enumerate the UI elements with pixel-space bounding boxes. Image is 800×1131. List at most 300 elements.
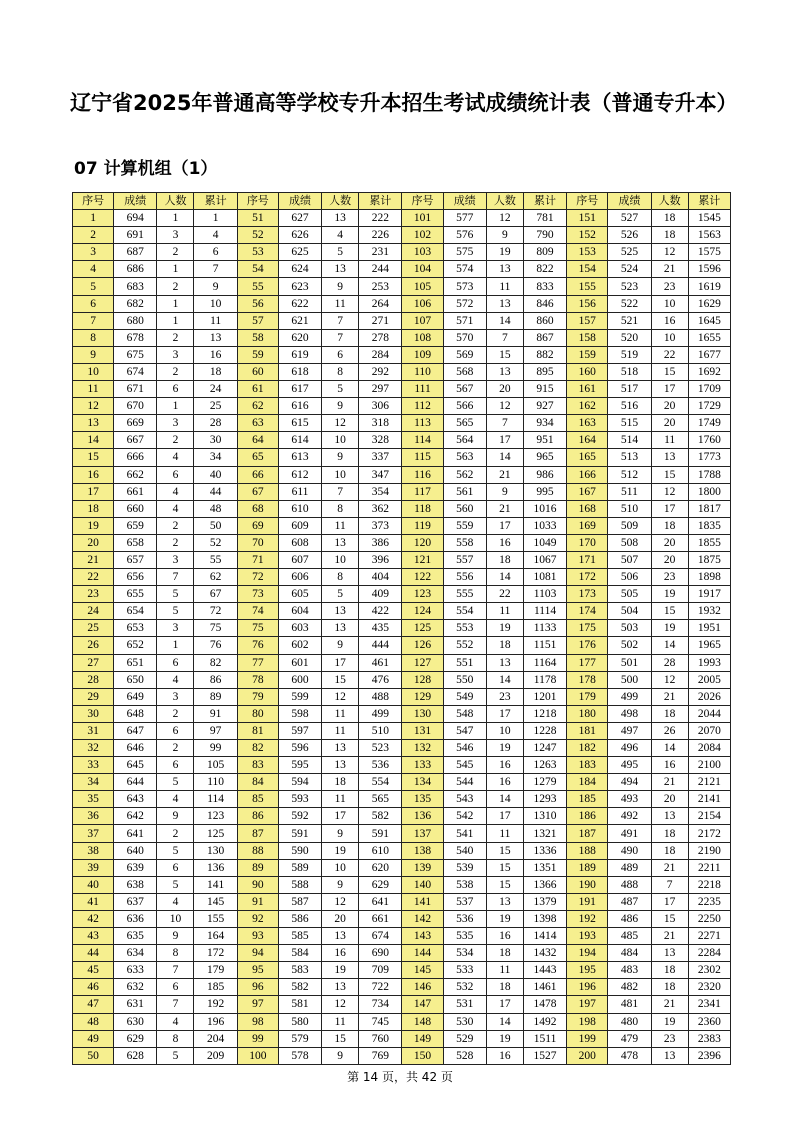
count-cell: 19	[486, 910, 523, 927]
cumulative-cell: 2141	[688, 791, 730, 808]
score-cell: 591	[278, 825, 321, 842]
score-cell: 548	[443, 705, 486, 722]
rank-cell: 111	[402, 381, 443, 398]
rank-cell: 187	[567, 825, 608, 842]
rank-cell: 41	[73, 893, 114, 910]
score-cell: 511	[608, 483, 651, 500]
table-row	[73, 808, 731, 825]
score-cell: 569	[443, 346, 486, 363]
cumulative-cell: 790	[523, 227, 566, 244]
score-cell: 614	[278, 432, 321, 449]
score-cell: 607	[278, 551, 321, 568]
count-cell: 1	[157, 398, 194, 415]
count-cell: 7	[322, 312, 359, 329]
score-cell: 670	[114, 398, 157, 415]
count-cell: 16	[486, 534, 523, 551]
cumulative-cell: 1835	[688, 517, 730, 534]
cumulative-cell: 2271	[688, 928, 730, 945]
cumulative-cell: 28	[194, 415, 237, 432]
count-cell: 10	[157, 910, 194, 927]
column-header: 人数	[651, 193, 688, 210]
table-row	[73, 893, 731, 910]
count-cell: 13	[651, 449, 688, 466]
score-cell: 506	[608, 569, 651, 586]
cumulative-cell: 337	[359, 449, 402, 466]
count-cell: 2	[157, 363, 194, 380]
cumulative-cell: 995	[523, 483, 566, 500]
table-row	[73, 483, 731, 500]
count-cell: 12	[486, 398, 523, 415]
cumulative-cell: 1321	[523, 825, 566, 842]
count-cell: 7	[486, 329, 523, 346]
count-cell: 2	[157, 534, 194, 551]
cumulative-cell: 476	[359, 671, 402, 688]
rank-cell: 66	[237, 466, 278, 483]
cumulative-cell: 264	[359, 295, 402, 312]
count-cell: 14	[486, 671, 523, 688]
score-cell: 658	[114, 534, 157, 551]
cumulative-cell: 809	[523, 244, 566, 261]
rank-cell: 110	[402, 363, 443, 380]
rank-cell: 26	[73, 637, 114, 654]
rank-cell: 69	[237, 517, 278, 534]
cumulative-cell: 1511	[523, 1030, 566, 1047]
count-cell: 4	[322, 227, 359, 244]
count-cell: 10	[322, 466, 359, 483]
rank-cell: 195	[567, 962, 608, 979]
count-cell: 13	[322, 740, 359, 757]
count-cell: 10	[651, 295, 688, 312]
cumulative-cell: 722	[359, 979, 402, 996]
score-cell: 671	[114, 381, 157, 398]
rank-cell: 20	[73, 534, 114, 551]
cumulative-cell: 1081	[523, 569, 566, 586]
cumulative-cell: 271	[359, 312, 402, 329]
cumulative-cell: 2360	[688, 1013, 730, 1030]
count-cell: 9	[322, 825, 359, 842]
cumulative-cell: 510	[359, 722, 402, 739]
score-cell: 522	[608, 295, 651, 312]
score-cell: 620	[278, 329, 321, 346]
table-row	[73, 825, 731, 842]
column-header: 人数	[486, 193, 523, 210]
cumulative-cell: 1749	[688, 415, 730, 432]
cumulative-cell: 2121	[688, 774, 730, 791]
count-cell: 2	[157, 740, 194, 757]
table-row	[73, 346, 731, 363]
score-cell: 551	[443, 654, 486, 671]
rank-cell: 82	[237, 740, 278, 757]
count-cell: 20	[651, 415, 688, 432]
count-cell: 13	[322, 757, 359, 774]
cumulative-cell: 362	[359, 500, 402, 517]
count-cell: 9	[486, 227, 523, 244]
score-cell: 612	[278, 466, 321, 483]
score-cell: 633	[114, 962, 157, 979]
cumulative-cell: 1596	[688, 261, 730, 278]
rank-cell: 77	[237, 654, 278, 671]
count-cell: 7	[322, 483, 359, 500]
cumulative-cell: 1993	[688, 654, 730, 671]
score-cell: 655	[114, 586, 157, 603]
score-cell: 486	[608, 910, 651, 927]
rank-cell: 74	[237, 603, 278, 620]
count-cell: 17	[486, 517, 523, 534]
cumulative-cell: 1729	[688, 398, 730, 415]
cumulative-cell: 1133	[523, 620, 566, 637]
score-cell: 625	[278, 244, 321, 261]
table-row	[73, 928, 731, 945]
count-cell: 10	[322, 859, 359, 876]
rank-cell: 93	[237, 928, 278, 945]
rank-cell: 21	[73, 551, 114, 568]
score-cell: 619	[278, 346, 321, 363]
count-cell: 12	[486, 210, 523, 227]
count-cell: 11	[486, 603, 523, 620]
cumulative-cell: 82	[194, 654, 237, 671]
count-cell: 10	[322, 551, 359, 568]
count-cell: 19	[651, 586, 688, 603]
score-cell: 577	[443, 210, 486, 227]
score-cell: 635	[114, 928, 157, 945]
score-cell: 491	[608, 825, 651, 842]
table-row	[73, 466, 731, 483]
cumulative-cell: 2211	[688, 859, 730, 876]
rank-cell: 78	[237, 671, 278, 688]
rank-cell: 146	[402, 979, 443, 996]
score-cell: 588	[278, 876, 321, 893]
cumulative-cell: 461	[359, 654, 402, 671]
column-header: 累计	[194, 193, 237, 210]
count-cell: 9	[322, 1047, 359, 1064]
cumulative-cell: 951	[523, 432, 566, 449]
score-cell: 534	[443, 945, 486, 962]
count-cell: 18	[651, 979, 688, 996]
count-cell: 3	[157, 415, 194, 432]
count-cell: 4	[157, 893, 194, 910]
table-row	[73, 312, 731, 329]
rank-cell: 76	[237, 637, 278, 654]
rank-cell: 141	[402, 893, 443, 910]
score-cell: 526	[608, 227, 651, 244]
score-cell: 651	[114, 654, 157, 671]
cumulative-cell: 2190	[688, 842, 730, 859]
cumulative-cell: 34	[194, 449, 237, 466]
count-cell: 16	[486, 757, 523, 774]
rank-cell: 4	[73, 261, 114, 278]
cumulative-cell: 297	[359, 381, 402, 398]
count-cell: 15	[651, 603, 688, 620]
count-cell: 9	[157, 928, 194, 945]
cumulative-cell: 2284	[688, 945, 730, 962]
rank-cell: 72	[237, 569, 278, 586]
score-cell: 478	[608, 1047, 651, 1064]
score-cell: 509	[608, 517, 651, 534]
rank-cell: 125	[402, 620, 443, 637]
cumulative-cell: 769	[359, 1047, 402, 1064]
cumulative-cell: 2100	[688, 757, 730, 774]
score-cell: 565	[443, 415, 486, 432]
rank-cell: 168	[567, 500, 608, 517]
table-row	[73, 637, 731, 654]
count-cell: 11	[651, 432, 688, 449]
cumulative-cell: 75	[194, 620, 237, 637]
count-cell: 17	[322, 808, 359, 825]
score-cell: 603	[278, 620, 321, 637]
count-cell: 17	[651, 893, 688, 910]
count-cell: 13	[322, 979, 359, 996]
table-row	[73, 586, 731, 603]
score-cell: 610	[278, 500, 321, 517]
cumulative-cell: 1443	[523, 962, 566, 979]
cumulative-cell: 1563	[688, 227, 730, 244]
score-cell: 660	[114, 500, 157, 517]
rank-cell: 29	[73, 688, 114, 705]
score-cell: 479	[608, 1030, 651, 1047]
count-cell: 6	[157, 722, 194, 739]
score-cell: 498	[608, 705, 651, 722]
rank-cell: 160	[567, 363, 608, 380]
score-cell: 535	[443, 928, 486, 945]
count-cell: 19	[486, 620, 523, 637]
score-cell: 656	[114, 569, 157, 586]
rank-cell: 131	[402, 722, 443, 739]
score-cell: 494	[608, 774, 651, 791]
score-cell: 564	[443, 432, 486, 449]
count-cell: 10	[486, 722, 523, 739]
rank-cell: 8	[73, 329, 114, 346]
score-cell: 501	[608, 654, 651, 671]
count-cell: 16	[651, 757, 688, 774]
count-cell: 5	[322, 244, 359, 261]
count-cell: 7	[322, 329, 359, 346]
score-cell: 521	[608, 312, 651, 329]
cumulative-cell: 222	[359, 210, 402, 227]
rank-cell: 1	[73, 210, 114, 227]
cumulative-cell: 422	[359, 603, 402, 620]
count-cell: 13	[322, 210, 359, 227]
count-cell: 19	[486, 740, 523, 757]
rank-cell: 135	[402, 791, 443, 808]
cumulative-cell: 1049	[523, 534, 566, 551]
count-cell: 9	[322, 398, 359, 415]
score-cell: 555	[443, 586, 486, 603]
cumulative-cell: 1788	[688, 466, 730, 483]
table-row	[73, 517, 731, 534]
cumulative-cell: 1	[194, 210, 237, 227]
count-cell: 3	[157, 620, 194, 637]
rank-cell: 134	[402, 774, 443, 791]
rank-cell: 83	[237, 757, 278, 774]
rank-cell: 136	[402, 808, 443, 825]
score-cell: 584	[278, 945, 321, 962]
count-cell: 15	[486, 346, 523, 363]
score-cell: 615	[278, 415, 321, 432]
cumulative-cell: 1760	[688, 432, 730, 449]
cumulative-cell: 610	[359, 842, 402, 859]
score-cell: 630	[114, 1013, 157, 1030]
cumulative-cell: 396	[359, 551, 402, 568]
table-row	[73, 1030, 731, 1047]
score-cell: 573	[443, 278, 486, 295]
count-cell: 3	[157, 346, 194, 363]
score-cell: 571	[443, 312, 486, 329]
rank-cell: 109	[402, 346, 443, 363]
score-cell: 639	[114, 859, 157, 876]
cumulative-cell: 709	[359, 962, 402, 979]
score-cell: 586	[278, 910, 321, 927]
count-cell: 15	[651, 466, 688, 483]
count-cell: 19	[651, 620, 688, 637]
count-cell: 6	[322, 346, 359, 363]
score-cell: 609	[278, 517, 321, 534]
rank-cell: 44	[73, 945, 114, 962]
count-cell: 23	[651, 278, 688, 295]
score-cell: 641	[114, 825, 157, 842]
cumulative-cell: 67	[194, 586, 237, 603]
cumulative-cell: 1414	[523, 928, 566, 945]
rank-cell: 183	[567, 757, 608, 774]
table-row	[73, 962, 731, 979]
score-cell: 575	[443, 244, 486, 261]
cumulative-cell: 4	[194, 227, 237, 244]
rank-cell: 186	[567, 808, 608, 825]
cumulative-cell: 1279	[523, 774, 566, 791]
rank-cell: 151	[567, 210, 608, 227]
cumulative-cell: 2235	[688, 893, 730, 910]
count-cell: 12	[322, 893, 359, 910]
rank-cell: 163	[567, 415, 608, 432]
count-cell: 6	[157, 859, 194, 876]
table-row	[73, 449, 731, 466]
cumulative-cell: 105	[194, 757, 237, 774]
rank-cell: 140	[402, 876, 443, 893]
rank-cell: 178	[567, 671, 608, 688]
rank-cell: 117	[402, 483, 443, 500]
count-cell: 16	[651, 312, 688, 329]
score-cell: 545	[443, 757, 486, 774]
rank-cell: 73	[237, 586, 278, 603]
count-cell: 7	[651, 876, 688, 893]
rank-cell: 137	[402, 825, 443, 842]
cumulative-cell: 2044	[688, 705, 730, 722]
count-cell: 1	[157, 295, 194, 312]
table-row	[73, 859, 731, 876]
cumulative-cell: 860	[523, 312, 566, 329]
cumulative-cell: 10	[194, 295, 237, 312]
cumulative-cell: 9	[194, 278, 237, 295]
rank-cell: 161	[567, 381, 608, 398]
cumulative-cell: 2154	[688, 808, 730, 825]
cumulative-cell: 226	[359, 227, 402, 244]
count-cell: 18	[651, 227, 688, 244]
table-row	[73, 551, 731, 568]
rank-cell: 7	[73, 312, 114, 329]
table-row	[73, 774, 731, 791]
score-cell: 485	[608, 928, 651, 945]
score-cell: 594	[278, 774, 321, 791]
score-cell: 640	[114, 842, 157, 859]
cumulative-cell: 97	[194, 722, 237, 739]
cumulative-cell: 204	[194, 1030, 237, 1047]
score-cell: 601	[278, 654, 321, 671]
score-cell: 487	[608, 893, 651, 910]
cumulative-cell: 1932	[688, 603, 730, 620]
cumulative-cell: 76	[194, 637, 237, 654]
score-cell: 489	[608, 859, 651, 876]
count-cell: 5	[157, 586, 194, 603]
rank-cell: 88	[237, 842, 278, 859]
count-cell: 13	[651, 945, 688, 962]
score-cell: 531	[443, 996, 486, 1013]
cumulative-cell: 1692	[688, 363, 730, 380]
rank-cell: 107	[402, 312, 443, 329]
count-cell: 13	[486, 893, 523, 910]
rank-cell: 50	[73, 1047, 114, 1064]
rank-cell: 90	[237, 876, 278, 893]
rank-cell: 14	[73, 432, 114, 449]
rank-cell: 75	[237, 620, 278, 637]
score-cell: 579	[278, 1030, 321, 1047]
score-cell: 554	[443, 603, 486, 620]
score-cell: 624	[278, 261, 321, 278]
cumulative-cell: 7	[194, 261, 237, 278]
rank-cell: 102	[402, 227, 443, 244]
rank-cell: 189	[567, 859, 608, 876]
count-cell: 13	[322, 261, 359, 278]
count-cell: 15	[322, 1030, 359, 1047]
count-cell: 23	[651, 1030, 688, 1047]
count-cell: 12	[322, 688, 359, 705]
count-cell: 13	[651, 1047, 688, 1064]
rank-cell: 155	[567, 278, 608, 295]
rank-cell: 113	[402, 415, 443, 432]
rank-cell: 3	[73, 244, 114, 261]
column-header: 成绩	[443, 193, 486, 210]
cumulative-cell: 629	[359, 876, 402, 893]
cumulative-cell: 185	[194, 979, 237, 996]
rank-cell: 18	[73, 500, 114, 517]
score-cell: 562	[443, 466, 486, 483]
rank-cell: 194	[567, 945, 608, 962]
score-cell: 533	[443, 962, 486, 979]
table-row	[73, 432, 731, 449]
rank-cell: 147	[402, 996, 443, 1013]
count-cell: 4	[157, 483, 194, 500]
cumulative-cell: 986	[523, 466, 566, 483]
count-cell: 4	[157, 449, 194, 466]
score-cell: 502	[608, 637, 651, 654]
count-cell: 5	[157, 1047, 194, 1064]
cumulative-cell: 1379	[523, 893, 566, 910]
cumulative-cell: 1655	[688, 329, 730, 346]
score-cell: 552	[443, 637, 486, 654]
rank-cell: 55	[237, 278, 278, 295]
cumulative-cell: 1951	[688, 620, 730, 637]
score-cell: 617	[278, 381, 321, 398]
column-header: 累计	[359, 193, 402, 210]
count-cell: 19	[486, 1030, 523, 1047]
count-cell: 16	[486, 1047, 523, 1064]
count-cell: 21	[651, 774, 688, 791]
rank-cell: 28	[73, 671, 114, 688]
cumulative-cell: 1398	[523, 910, 566, 927]
count-cell: 9	[322, 449, 359, 466]
cumulative-cell: 661	[359, 910, 402, 927]
score-cell: 590	[278, 842, 321, 859]
cumulative-cell: 1366	[523, 876, 566, 893]
rank-cell: 166	[567, 466, 608, 483]
